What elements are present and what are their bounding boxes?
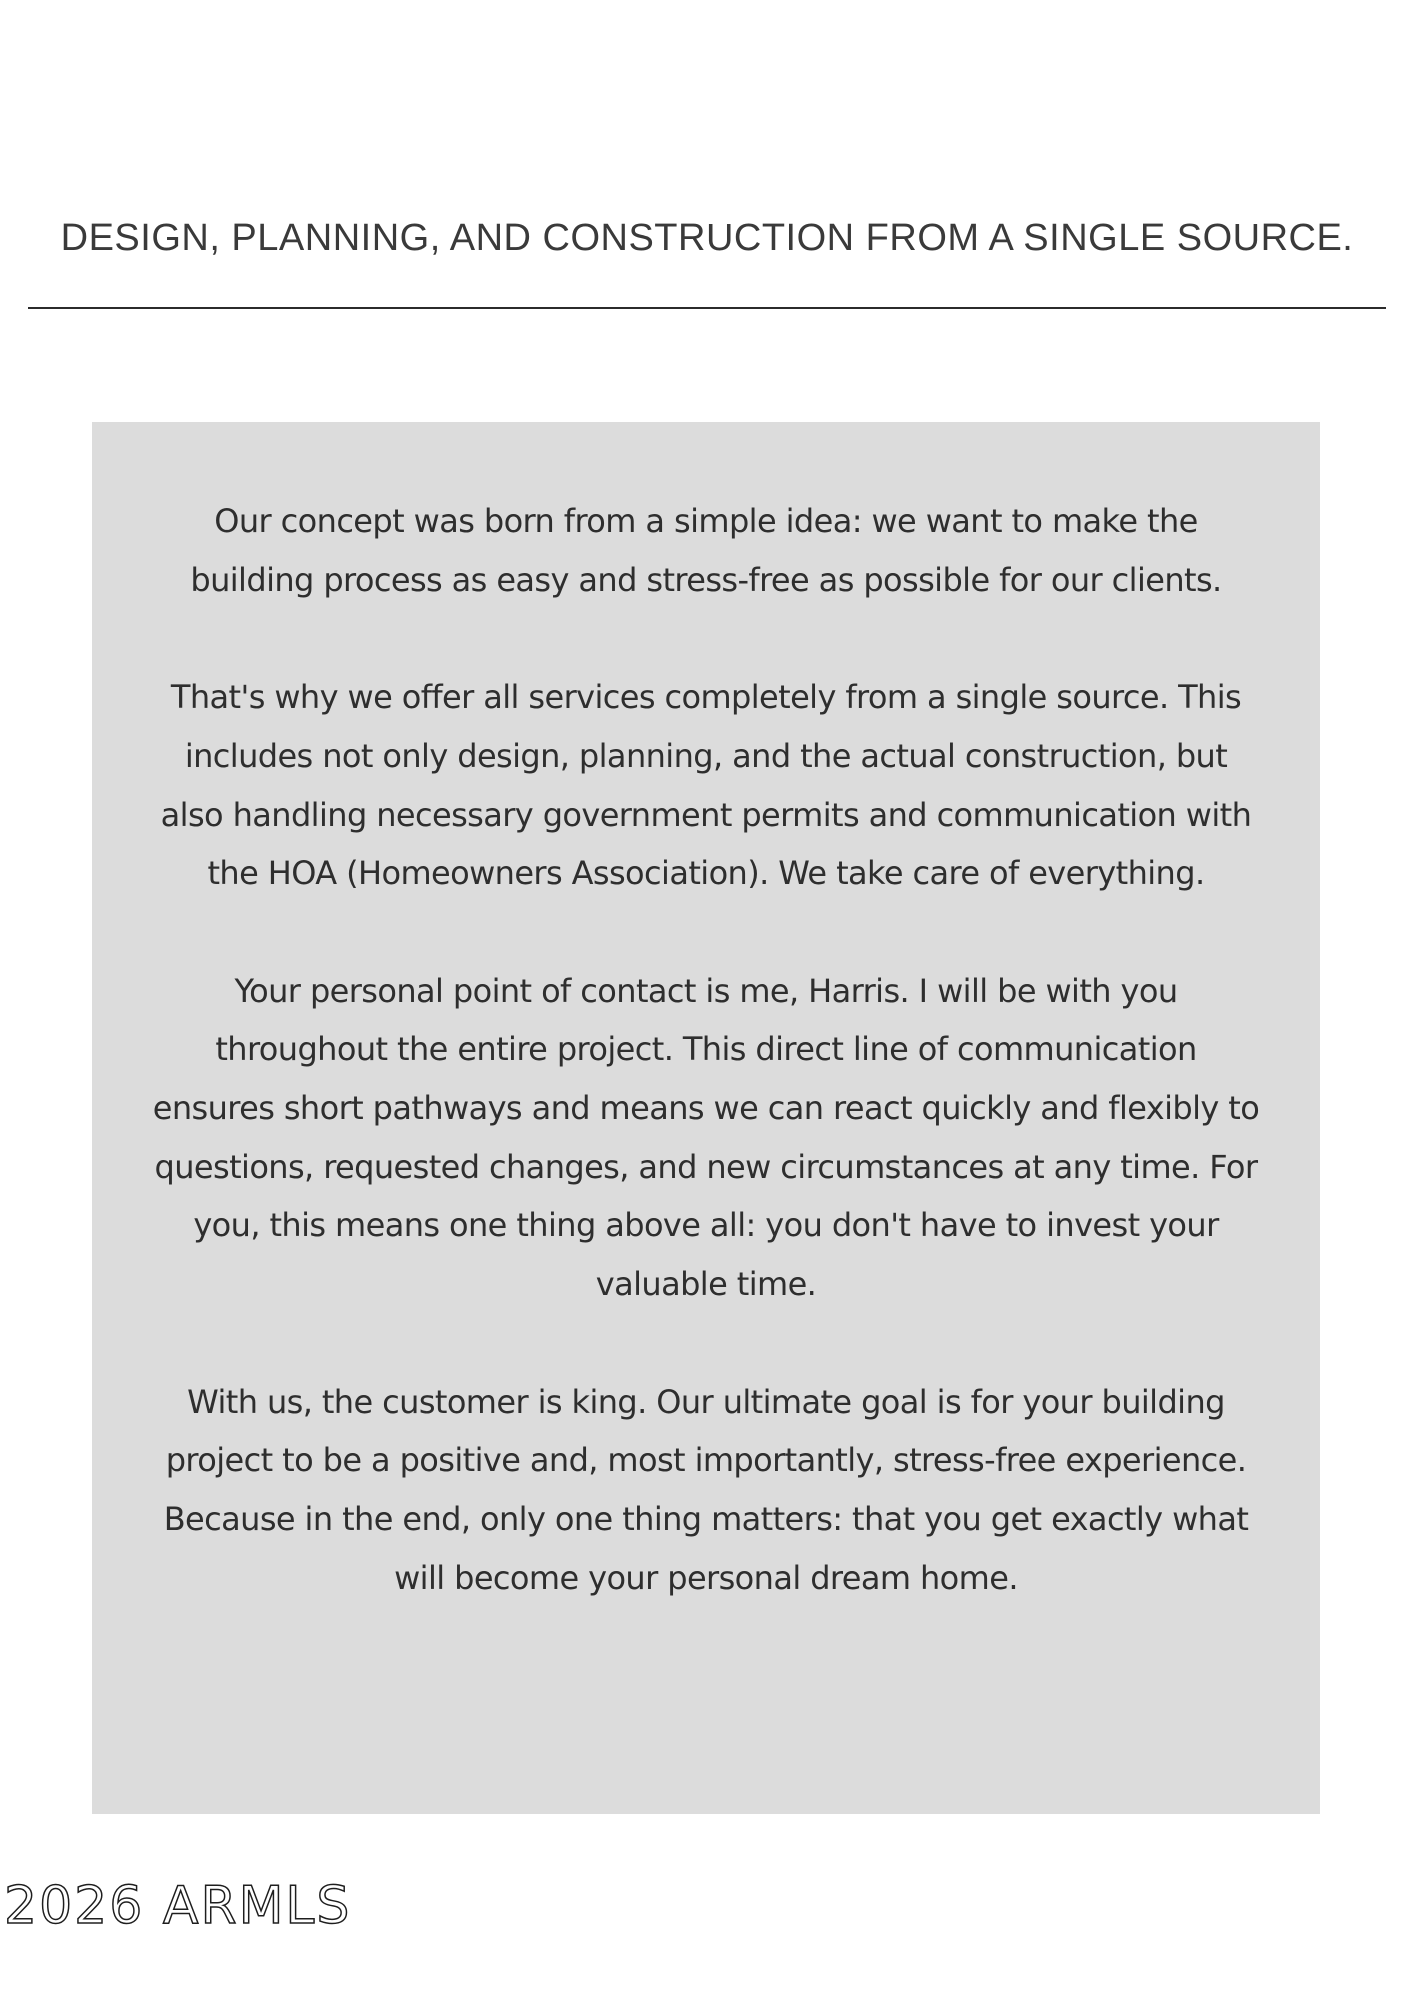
- copyright-watermark: 2026 ARMLS: [4, 1876, 352, 1936]
- divider-line: [28, 307, 1386, 309]
- paragraph-concept: Our concept was born from a simple idea: we want to make the building process as easy and stress-free as possible for our clients.: [190, 502, 1222, 599]
- page-headline: DESIGN, PLANNING, AND CONSTRUCTION FROM A SINGLE SOURCE.: [60, 217, 1354, 259]
- paragraph-contact: Your personal point of contact is me, Harris. I will be with you throughout the entire project. This direct line of communication ensures short pathways and means we can react quickly and flexibly to questions, requested changes, and new circumstances at any time. For you, this means one thing above all: you don't have to invest your valuable time.: [152, 971, 1260, 1304]
- paragraph-customer: With us, the customer is king. Our ultimate goal is for your building project to be a positive and, most importantly, stress-free experience. Because in the end, only one thing matters: that you get exactly what will become your personal dream home.: [163, 1382, 1249, 1597]
- content-panel: [92, 422, 1320, 1814]
- paragraph-services: That's why we offer all services completely from a single source. This includes not only design, planning, and the actual construction, but also handling necessary government permits and communication with the HOA (Homeowners Association). We take care of everything.: [160, 678, 1252, 893]
